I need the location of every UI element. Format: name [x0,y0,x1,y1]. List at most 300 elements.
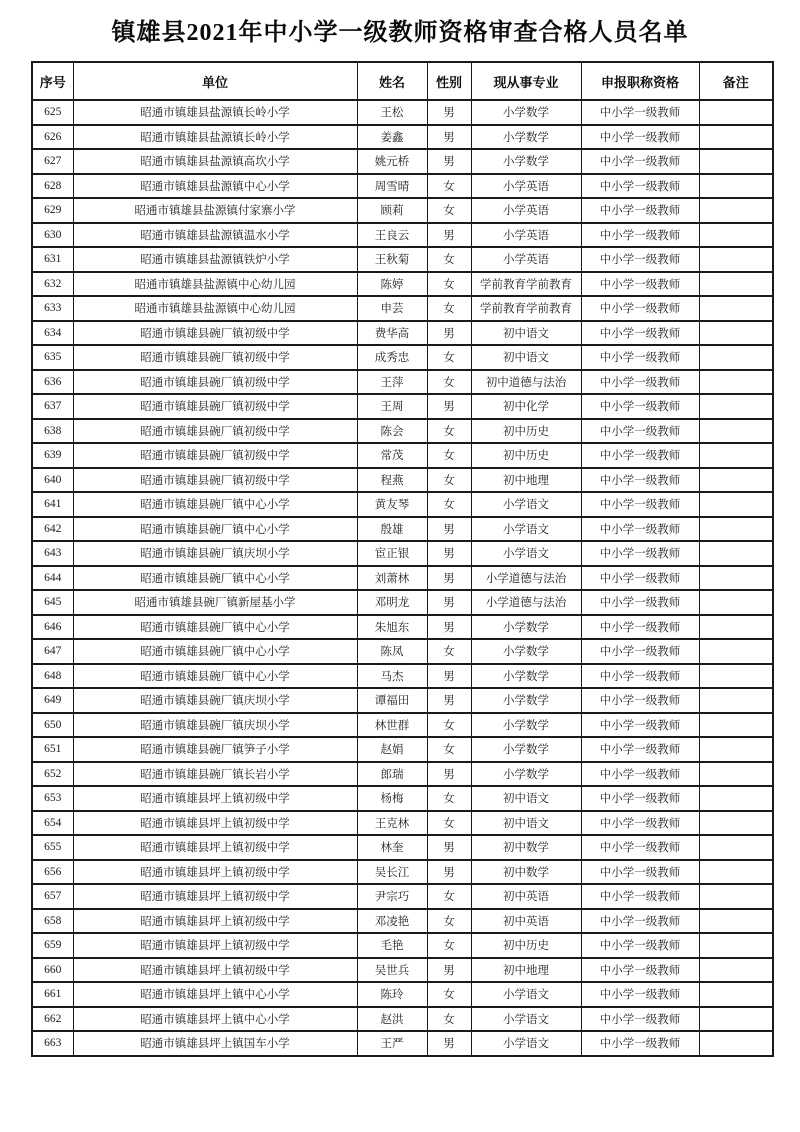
table-row [32,688,773,713]
cell-gender: 男 [427,321,471,346]
column-header-6: 备注 [699,62,773,100]
table-row [32,272,773,297]
cell-unit: 昭通市镇雄县碗厂镇中心小学 [73,639,357,664]
column-header-3: 性别 [427,62,471,100]
cell-gender: 女 [427,639,471,664]
cell-major: 小学数学 [471,688,581,713]
cell-qualification: 中小学一级教师 [581,639,699,664]
cell-name: 殷雄 [357,517,427,542]
cell-seq: 646 [32,615,73,640]
cell-unit: 昭通市镇雄县坪上镇初级中学 [73,786,357,811]
cell-name: 尹宗巧 [357,884,427,909]
cell-qualification: 中小学一级教师 [581,933,699,958]
cell-remark [699,933,773,958]
cell-seq: 657 [32,884,73,909]
cell-major: 初中语文 [471,321,581,346]
cell-major: 小学英语 [471,247,581,272]
cell-gender: 女 [427,443,471,468]
cell-remark [699,321,773,346]
cell-unit: 昭通市镇雄县碗厂镇初级中学 [73,443,357,468]
cell-remark [699,125,773,150]
cell-name: 常茂 [357,443,427,468]
cell-remark [699,664,773,689]
cell-gender: 女 [427,713,471,738]
cell-unit: 昭通市镇雄县碗厂镇长岩小学 [73,762,357,787]
cell-gender: 男 [427,688,471,713]
cell-qualification: 中小学一级教师 [581,664,699,689]
cell-qualification: 中小学一级教师 [581,909,699,934]
cell-name: 周雪晴 [357,174,427,199]
cell-unit: 昭通市镇雄县碗厂镇中心小学 [73,517,357,542]
cell-major: 小学数学 [471,713,581,738]
header-row [32,62,773,100]
cell-gender: 男 [427,860,471,885]
cell-name: 王良云 [357,223,427,248]
cell-unit: 昭通市镇雄县盐源镇长岭小学 [73,125,357,150]
cell-remark [699,737,773,762]
cell-gender: 女 [427,786,471,811]
cell-seq: 630 [32,223,73,248]
table-row [32,223,773,248]
cell-qualification: 中小学一级教师 [581,811,699,836]
cell-gender: 男 [427,149,471,174]
cell-qualification: 中小学一级教师 [581,370,699,395]
table-row [32,198,773,223]
teacher-roster-table [31,61,774,1057]
cell-remark [699,345,773,370]
cell-major: 初中历史 [471,443,581,468]
cell-seq: 643 [32,541,73,566]
cell-name: 朱旭东 [357,615,427,640]
cell-unit: 昭通市镇雄县盐源镇中心小学 [73,174,357,199]
cell-major: 小学英语 [471,223,581,248]
cell-remark [699,174,773,199]
cell-name: 姚元桥 [357,149,427,174]
cell-major: 初中地理 [471,958,581,983]
cell-name: 赵洪 [357,1007,427,1032]
cell-unit: 昭通市镇雄县碗厂镇初级中学 [73,345,357,370]
cell-major: 小学语文 [471,982,581,1007]
cell-seq: 647 [32,639,73,664]
cell-remark [699,713,773,738]
cell-gender: 男 [427,566,471,591]
cell-remark [699,762,773,787]
table-row [32,590,773,615]
table-row [32,517,773,542]
cell-seq: 628 [32,174,73,199]
table-row [32,1007,773,1032]
cell-unit: 昭通市镇雄县坪上镇初级中学 [73,884,357,909]
cell-unit: 昭通市镇雄县碗厂镇新屋基小学 [73,590,357,615]
cell-remark [699,590,773,615]
cell-major: 小学数学 [471,100,581,125]
cell-unit: 昭通市镇雄县碗厂镇中心小学 [73,566,357,591]
table-row [32,933,773,958]
cell-name: 陈婷 [357,272,427,297]
cell-name: 申芸 [357,296,427,321]
cell-remark [699,296,773,321]
cell-remark [699,468,773,493]
cell-gender: 男 [427,1031,471,1056]
cell-major: 学前教育学前教育 [471,296,581,321]
cell-major: 初中数学 [471,860,581,885]
table-row [32,419,773,444]
cell-seq: 641 [32,492,73,517]
table-row [32,615,773,640]
cell-major: 初中语文 [471,786,581,811]
cell-qualification: 中小学一级教师 [581,272,699,297]
cell-remark [699,370,773,395]
table-row [32,492,773,517]
cell-qualification: 中小学一级教师 [581,492,699,517]
cell-qualification: 中小学一级教师 [581,713,699,738]
cell-name: 宦正银 [357,541,427,566]
cell-unit: 昭通市镇雄县坪上镇中心小学 [73,982,357,1007]
cell-seq: 626 [32,125,73,150]
column-header-5: 申报职称资格 [581,62,699,100]
cell-unit: 昭通市镇雄县碗厂镇中心小学 [73,492,357,517]
table-row [32,247,773,272]
cell-name: 杨梅 [357,786,427,811]
cell-major: 初中道德与法治 [471,370,581,395]
cell-major: 小学语文 [471,541,581,566]
cell-name: 郎瑞 [357,762,427,787]
column-header-1: 单位 [73,62,357,100]
cell-qualification: 中小学一级教师 [581,443,699,468]
cell-qualification: 中小学一级教师 [581,321,699,346]
table-row [32,345,773,370]
cell-remark [699,517,773,542]
cell-unit: 昭通市镇雄县坪上镇初级中学 [73,933,357,958]
cell-gender: 男 [427,125,471,150]
table-row [32,541,773,566]
cell-name: 毛艳 [357,933,427,958]
cell-name: 吴世兵 [357,958,427,983]
cell-name: 马杰 [357,664,427,689]
cell-unit: 昭通市镇雄县盐源镇长岭小学 [73,100,357,125]
table-row [32,737,773,762]
cell-major: 小学数学 [471,149,581,174]
cell-major: 小学语文 [471,1007,581,1032]
cell-gender: 男 [427,100,471,125]
cell-gender: 女 [427,468,471,493]
cell-remark [699,909,773,934]
cell-unit: 昭通市镇雄县碗厂镇庆坝小学 [73,688,357,713]
cell-qualification: 中小学一级教师 [581,223,699,248]
cell-name: 顾莉 [357,198,427,223]
cell-qualification: 中小学一级教师 [581,982,699,1007]
cell-gender: 女 [427,174,471,199]
cell-major: 小学语文 [471,517,581,542]
cell-major: 小学英语 [471,198,581,223]
cell-major: 小学数学 [471,125,581,150]
cell-seq: 663 [32,1031,73,1056]
cell-seq: 653 [32,786,73,811]
cell-unit: 昭通市镇雄县碗厂镇庆坝小学 [73,713,357,738]
cell-unit: 昭通市镇雄县碗厂镇中心小学 [73,615,357,640]
cell-qualification: 中小学一级教师 [581,762,699,787]
cell-gender: 女 [427,247,471,272]
cell-major: 初中地理 [471,468,581,493]
cell-seq: 650 [32,713,73,738]
cell-qualification: 中小学一级教师 [581,737,699,762]
cell-qualification: 中小学一级教师 [581,958,699,983]
cell-remark [699,688,773,713]
cell-name: 费华高 [357,321,427,346]
cell-seq: 637 [32,394,73,419]
cell-unit: 昭通市镇雄县碗厂镇初级中学 [73,321,357,346]
cell-unit: 昭通市镇雄县坪上镇初级中学 [73,860,357,885]
cell-name: 王周 [357,394,427,419]
cell-seq: 636 [32,370,73,395]
cell-remark [699,982,773,1007]
cell-unit: 昭通市镇雄县盐源镇铁炉小学 [73,247,357,272]
cell-remark [699,1031,773,1056]
cell-name: 黄友琴 [357,492,427,517]
cell-remark [699,394,773,419]
cell-seq: 638 [32,419,73,444]
cell-remark [699,443,773,468]
cell-remark [699,149,773,174]
cell-gender: 女 [427,737,471,762]
cell-remark [699,786,773,811]
cell-unit: 昭通市镇雄县坪上镇中心小学 [73,1007,357,1032]
cell-gender: 男 [427,664,471,689]
cell-seq: 635 [32,345,73,370]
cell-remark [699,1007,773,1032]
cell-name: 陈玲 [357,982,427,1007]
cell-gender: 女 [427,1007,471,1032]
cell-qualification: 中小学一级教师 [581,615,699,640]
table-row [32,639,773,664]
cell-remark [699,811,773,836]
table-row [32,762,773,787]
cell-name: 王秋菊 [357,247,427,272]
cell-major: 小学数学 [471,737,581,762]
cell-qualification: 中小学一级教师 [581,786,699,811]
cell-unit: 昭通市镇雄县碗厂镇庆坝小学 [73,541,357,566]
column-header-4: 现从事专业 [471,62,581,100]
cell-name: 王克林 [357,811,427,836]
cell-seq: 645 [32,590,73,615]
cell-seq: 648 [32,664,73,689]
cell-major: 学前教育学前教育 [471,272,581,297]
cell-unit: 昭通市镇雄县盐源镇付家寨小学 [73,198,357,223]
cell-gender: 女 [427,933,471,958]
cell-gender: 女 [427,811,471,836]
cell-seq: 642 [32,517,73,542]
column-header-0: 序号 [32,62,73,100]
cell-seq: 659 [32,933,73,958]
cell-seq: 660 [32,958,73,983]
cell-name: 刘萧林 [357,566,427,591]
cell-name: 林奎 [357,835,427,860]
cell-qualification: 中小学一级教师 [581,860,699,885]
cell-qualification: 中小学一级教师 [581,125,699,150]
cell-name: 陈会 [357,419,427,444]
table-row [32,149,773,174]
table-row [32,909,773,934]
cell-seq: 661 [32,982,73,1007]
cell-name: 邓明龙 [357,590,427,615]
cell-name: 王萍 [357,370,427,395]
cell-qualification: 中小学一级教师 [581,100,699,125]
cell-major: 小学语文 [471,1031,581,1056]
cell-unit: 昭通市镇雄县坪上镇初级中学 [73,835,357,860]
cell-seq: 649 [32,688,73,713]
cell-unit: 昭通市镇雄县盐源镇温水小学 [73,223,357,248]
cell-name: 成秀忠 [357,345,427,370]
cell-major: 小学数学 [471,664,581,689]
cell-qualification: 中小学一级教师 [581,541,699,566]
cell-seq: 639 [32,443,73,468]
cell-gender: 女 [427,419,471,444]
cell-seq: 654 [32,811,73,836]
cell-major: 小学数学 [471,639,581,664]
column-header-2: 姓名 [357,62,427,100]
cell-qualification: 中小学一级教师 [581,247,699,272]
cell-unit: 昭通市镇雄县坪上镇初级中学 [73,811,357,836]
cell-major: 初中数学 [471,835,581,860]
cell-gender: 女 [427,345,471,370]
table-row [32,713,773,738]
cell-name: 姜鑫 [357,125,427,150]
cell-remark [699,272,773,297]
cell-major: 小学英语 [471,174,581,199]
cell-gender: 女 [427,272,471,297]
table-row [32,443,773,468]
cell-seq: 662 [32,1007,73,1032]
cell-remark [699,492,773,517]
cell-major: 初中英语 [471,884,581,909]
table-row [32,1031,773,1056]
cell-qualification: 中小学一级教师 [581,566,699,591]
table-row [32,174,773,199]
cell-gender: 女 [427,296,471,321]
table-body [32,100,773,1056]
cell-gender: 女 [427,198,471,223]
cell-unit: 昭通市镇雄县碗厂镇初级中学 [73,394,357,419]
cell-qualification: 中小学一级教师 [581,590,699,615]
cell-name: 林世群 [357,713,427,738]
cell-name: 陈凤 [357,639,427,664]
cell-unit: 昭通市镇雄县碗厂镇中心小学 [73,664,357,689]
cell-seq: 633 [32,296,73,321]
cell-unit: 昭通市镇雄县碗厂镇初级中学 [73,370,357,395]
cell-unit: 昭通市镇雄县坪上镇国车小学 [73,1031,357,1056]
cell-gender: 男 [427,394,471,419]
cell-gender: 男 [427,517,471,542]
cell-qualification: 中小学一级教师 [581,174,699,199]
cell-qualification: 中小学一级教师 [581,688,699,713]
page-title: 镇雄县2021年中小学一级教师资格审查合格人员名单 [111,20,689,46]
cell-major: 小学数学 [471,615,581,640]
cell-seq: 644 [32,566,73,591]
cell-gender: 女 [427,370,471,395]
cell-seq: 640 [32,468,73,493]
cell-seq: 625 [32,100,73,125]
cell-gender: 男 [427,223,471,248]
cell-qualification: 中小学一级教师 [581,468,699,493]
cell-name: 吴长江 [357,860,427,885]
cell-qualification: 中小学一级教师 [581,884,699,909]
cell-gender: 男 [427,541,471,566]
table-row [32,296,773,321]
table-row [32,468,773,493]
cell-gender: 男 [427,762,471,787]
table-row [32,125,773,150]
cell-seq: 655 [32,835,73,860]
cell-gender: 男 [427,615,471,640]
table-row [32,958,773,983]
cell-qualification: 中小学一级教师 [581,296,699,321]
cell-unit: 昭通市镇雄县坪上镇初级中学 [73,909,357,934]
cell-remark [699,835,773,860]
cell-qualification: 中小学一级教师 [581,835,699,860]
cell-remark [699,419,773,444]
table-row [32,786,773,811]
cell-seq: 651 [32,737,73,762]
cell-gender: 男 [427,835,471,860]
table-row [32,664,773,689]
cell-qualification: 中小学一级教师 [581,345,699,370]
cell-gender: 女 [427,492,471,517]
cell-remark [699,541,773,566]
table-row [32,321,773,346]
table-row [32,811,773,836]
cell-unit: 昭通市镇雄县碗厂镇初级中学 [73,419,357,444]
cell-gender: 男 [427,958,471,983]
cell-remark [699,566,773,591]
cell-qualification: 中小学一级教师 [581,149,699,174]
cell-remark [699,639,773,664]
cell-name: 王严 [357,1031,427,1056]
cell-qualification: 中小学一级教师 [581,198,699,223]
table-row [32,884,773,909]
cell-remark [699,615,773,640]
cell-major: 初中语文 [471,811,581,836]
cell-seq: 658 [32,909,73,934]
table-row [32,566,773,591]
cell-remark [699,100,773,125]
cell-name: 谭福田 [357,688,427,713]
table-row [32,394,773,419]
cell-remark [699,223,773,248]
cell-remark [699,958,773,983]
cell-major: 小学道德与法治 [471,566,581,591]
cell-major: 初中历史 [471,933,581,958]
cell-name: 王松 [357,100,427,125]
cell-qualification: 中小学一级教师 [581,419,699,444]
table-row [32,835,773,860]
cell-seq: 629 [32,198,73,223]
cell-unit: 昭通市镇雄县盐源镇中心幼儿园 [73,296,357,321]
cell-seq: 634 [32,321,73,346]
cell-qualification: 中小学一级教师 [581,1007,699,1032]
cell-unit: 昭通市镇雄县盐源镇中心幼儿园 [73,272,357,297]
cell-remark [699,198,773,223]
cell-gender: 男 [427,590,471,615]
cell-unit: 昭通市镇雄县碗厂镇笋子小学 [73,737,357,762]
cell-major: 小学数学 [471,762,581,787]
table-row [32,982,773,1007]
cell-gender: 女 [427,884,471,909]
cell-unit: 昭通市镇雄县碗厂镇初级中学 [73,468,357,493]
cell-seq: 656 [32,860,73,885]
cell-unit: 昭通市镇雄县盐源镇高坎小学 [73,149,357,174]
cell-qualification: 中小学一级教师 [581,517,699,542]
cell-major: 初中英语 [471,909,581,934]
